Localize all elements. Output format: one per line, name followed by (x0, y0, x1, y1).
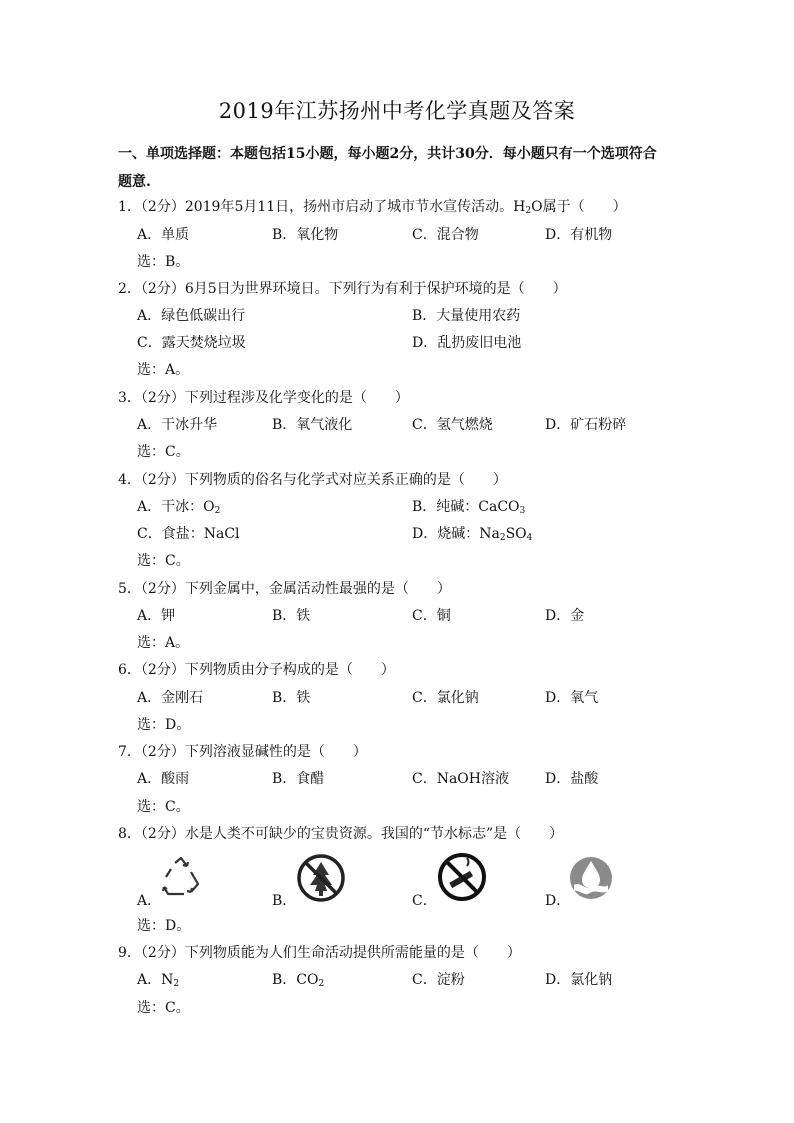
q8-option-c: C． (412, 893, 437, 909)
q9-option-a-text: A．N (137, 972, 174, 988)
q4-option-d-subscript-2: 4 (526, 533, 533, 543)
q7-option-b: B．食醋 (272, 771, 325, 787)
question-2-stem: 2．（2分）6月5日为世界环境日。下列行为有利于保护环境的是（ ） (118, 281, 567, 297)
question-5-stem: 5．（2分）下列金属中，金属活动性最强的是（ ） (118, 581, 451, 597)
page-title: 2019年江苏扬州中考化学真题及答案 (218, 99, 576, 123)
section-heading-line2: 题意. (118, 174, 151, 190)
q4-option-d-text-a: D．烧碱：Na (412, 526, 500, 542)
q8-answer: 选：D。 (137, 918, 191, 934)
q7-option-a: A．酸雨 (137, 771, 190, 787)
q9-option-d: D．氯化钠 (545, 972, 613, 988)
q1-option-a: A．单质 (137, 227, 190, 243)
q4-option-d-subscript-1: 2 (499, 533, 506, 543)
q8-option-a: A． (137, 893, 162, 909)
q2-option-a: A．绿色低碳出行 (137, 308, 246, 324)
q9-option-b-subscript: 2 (318, 979, 325, 989)
q1-stem-text-b: O属于（ ） (531, 199, 627, 215)
q7-answer: 选：C。 (137, 799, 190, 815)
q3-option-b: B．氧气液化 (272, 417, 353, 433)
q5-option-a: A．钾 (137, 608, 176, 624)
q1-option-b: B．氧化物 (272, 227, 339, 243)
q7-option-c: C．NaOH溶液 (412, 771, 509, 787)
q9-option-c: C．淀粉 (412, 972, 465, 988)
q4-option-d (412, 523, 532, 543)
q5-answer: 选：A。 (137, 635, 190, 651)
q9-option-a-subscript: 2 (173, 979, 180, 989)
q1-stem-subscript: 2 (525, 206, 532, 216)
recycle-icon (158, 855, 204, 899)
q9-answer: 选：C。 (137, 1000, 190, 1016)
q3-answer: 选：C。 (137, 444, 190, 460)
q1-option-c: C．混合物 (412, 227, 479, 243)
question-7-stem: 7．（2分）下列溶液显碱性的是（ ） (118, 744, 367, 760)
question-8-stem: 8．（2分）水是人类不可缺少的宝贵资源。我国的“节水标志”是（ ） (118, 826, 564, 842)
q4-option-a-text: A．干冰：O (137, 499, 215, 515)
q6-option-b: B．铁 (272, 690, 311, 706)
q5-option-c: C．铜 (412, 608, 451, 624)
q1-answer: 选：B。 (137, 254, 190, 270)
q2-answer: 选：A。 (137, 362, 190, 378)
section-heading-line1: 一、单项选择题：本题包括15小题，每小题2分，共计30分．每小题只有一个选项符合 (118, 146, 657, 162)
q4-option-b-subscript: 3 (519, 506, 526, 516)
q2-option-c: C．露天焚烧垃圾 (137, 335, 246, 351)
no-logging-tree-icon (296, 853, 346, 903)
q5-option-d: D．金 (545, 608, 585, 624)
q5-option-b: B．铁 (272, 608, 311, 624)
question-1-stem (118, 196, 627, 216)
q1-stem-text-a: 1．（2分）2019年5月11日，扬州市启动了城市节水宣传活动。H (118, 199, 526, 215)
q3-option-a: A．干冰升华 (137, 417, 218, 433)
q2-option-b: B．大量使用农药 (412, 308, 521, 324)
q3-option-c: C．氢气燃烧 (412, 417, 493, 433)
q9-option-b-text: B．CO (272, 972, 319, 988)
question-3-stem: 3．（2分）下列过程涉及化学变化的是（ ） (118, 390, 409, 406)
q9-option-b (272, 969, 324, 989)
q4-option-c: C．食盐：NaCl (137, 526, 240, 542)
q4-answer: 选：C。 (137, 553, 190, 569)
q6-answer: 选：D。 (137, 717, 191, 733)
q4-option-b (412, 496, 525, 516)
question-6-stem: 6．（2分）下列物质由分子构成的是（ ） (118, 662, 395, 678)
question-9-stem: 9．（2分）下列物质能为人们生命活动提供所需能量的是（ ） (118, 945, 521, 961)
q7-option-d: D．盐酸 (545, 771, 599, 787)
q2-option-d: D．乱扔废旧电池 (412, 335, 522, 351)
question-4-stem: 4．（2分）下列物质的俗名与化学式对应关系正确的是（ ） (118, 472, 507, 488)
q6-option-c: C．氯化钠 (412, 690, 479, 706)
q4-option-d-text-b: SO (505, 526, 527, 542)
q4-option-b-text: B．纯碱：CaCO (412, 499, 520, 515)
q8-option-b: B． (272, 893, 297, 909)
water-saving-icon (568, 855, 614, 901)
q3-option-d: D．矿石粉碎 (545, 417, 627, 433)
q9-option-a (137, 969, 179, 989)
q6-option-d: D．氧气 (545, 690, 599, 706)
q8-option-d: D． (545, 893, 571, 909)
q4-option-a-subscript: 2 (214, 506, 221, 516)
q1-option-d: D．有机物 (545, 227, 613, 243)
section-heading (118, 140, 678, 196)
q6-option-a: A．金刚石 (137, 690, 204, 706)
q4-option-a (137, 496, 220, 516)
no-smoking-icon (437, 852, 487, 902)
